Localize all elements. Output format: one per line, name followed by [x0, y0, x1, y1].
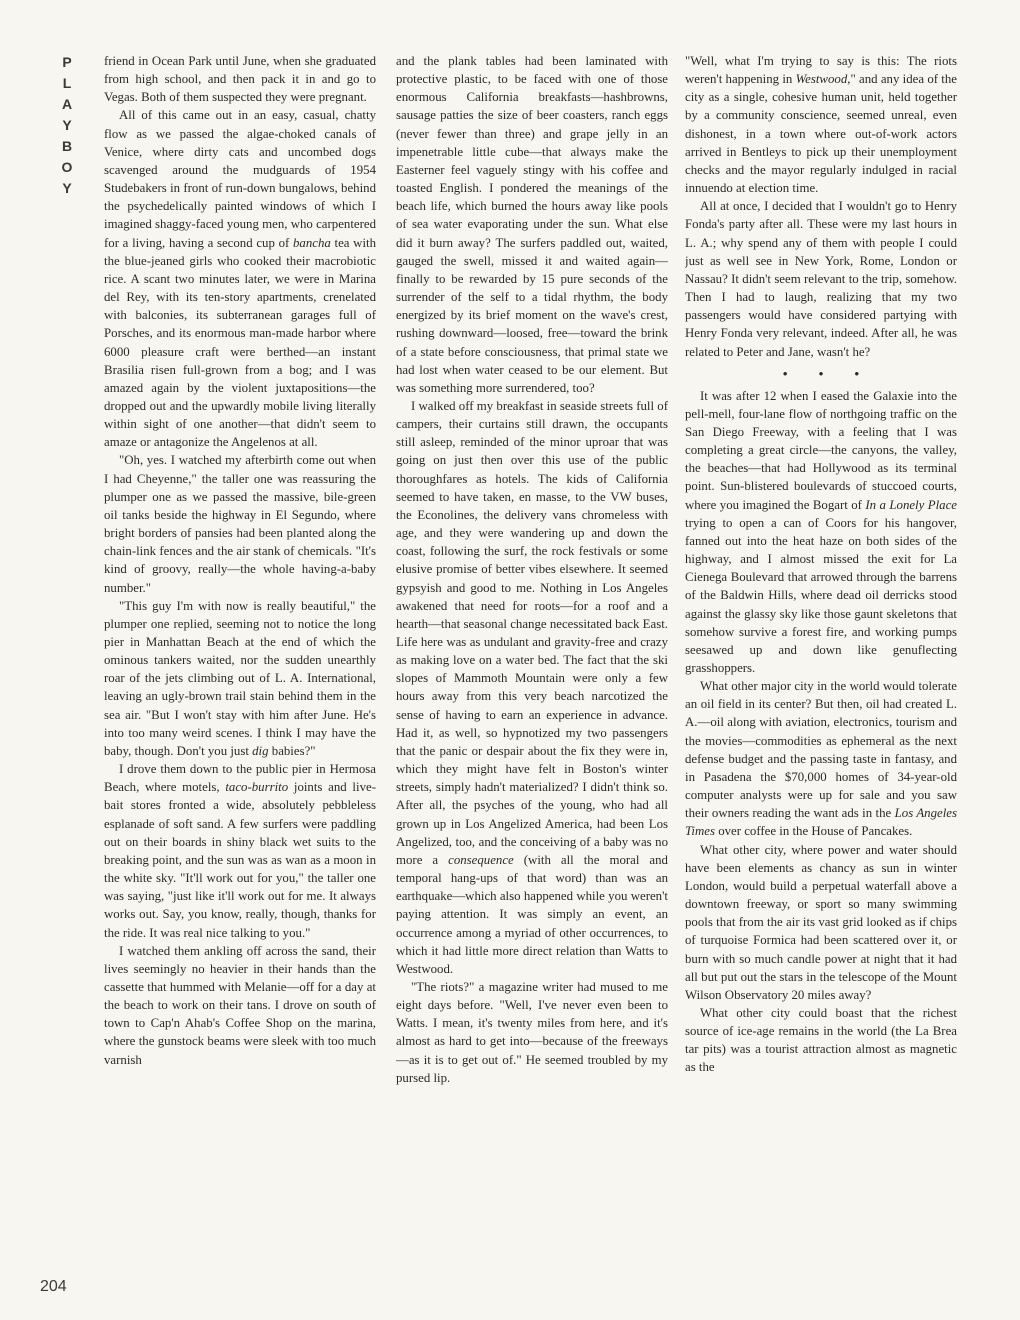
italic-title: Los Angeles Times	[685, 806, 957, 839]
italic-term: dig	[252, 743, 269, 758]
paragraph: What other city, where power and water should have been elements as chancy as sun in winter London, would build a perpetual waterfall above a downtown freeway, or sport so many swimming pools that from the air its vast grid looked as if chips of turquoise Formica had been scattered over it, or burn with so much candle power at night that it had all but put out the stars in the telescope of the Mount Wilson Observatory 20 miles away?	[685, 842, 957, 1002]
masthead-letter: B	[61, 138, 73, 154]
paragraph: I watched them ankling off across the sand, their lives seemingly no heavier in their hands than the cassette that hummed with Melanie—off for a day at the beach to work on their tans. I drove on south of town to Cap'n Ahab's Coffee Shop on the marina, where the gunstock beams were sleek with too much varnish	[104, 943, 376, 1067]
masthead-letter: A	[61, 96, 73, 112]
text-column-1	[104, 52, 376, 1288]
paragraph: "The riots?" a magazine writer had mused to me eight days before. "Well, I've never even been to Watts. I mean, it's twenty miles from here, and it's almost as hard to get into—because of the freeways—as it is to get out of." He seemed troubled by my pursed lip.	[396, 979, 668, 1085]
paragraph: I walked off my breakfast in seaside streets full of campers, their curtains still drawn, the occupants still asleep, reminded of the minor uproar that was going on just then over this use of the public thoroughfares as hotels. The kids of California seemed to have taken, en masse, to the VW buses, the Econolines, the delivery vans chromeless with age, and they were wandering up and down the coast, following the surf, the rock festivals or some elusive promise of better vibes elsewhere. It seemed gypsyish and good to me. Nothing in Los Angeles awakened that need for roots—for a roof and a hearth—that seasonal change necessitated back East. Life here was as undulant and gravity-free and crazy as making love on a water bed. The fact that the ski slopes of Mammoth Mountain were only a few hours away from this very beach narcotized the sense of having to earn an experience in advance. Had it, as well, so hypnotized my two passengers that the panic or despair about the fix they were in, which they might have felt in Boston's winter streets, simply hadn't materialized? I didn't think so. After all, the psyches of the young, who had all grown up in Los Angelized America, had been Los Angelized, too, and the conceiving of a baby was no more a consequence (with all the moral and temporal hang-ups of that word) than was an earthquake—which also happened while you weren't paying attention. It was simply an event, an occurrence among a myriad of other occurrences, to which it had little more direct relation than Watts to Westwood.	[396, 398, 668, 976]
italic-term: taco-burrito	[225, 780, 289, 795]
magazine-masthead	[56, 52, 78, 199]
paragraph: What other city could boast that the richest source of ice-age remains in the world (the La Brea tar pits) was a tourist attraction almost as magnetic as the	[685, 1005, 957, 1075]
italic-term: bancha	[292, 235, 331, 250]
paragraph: All of this came out in an easy, casual, chatty flow as we passed the algae-choked canals of Venice, where dirty cats and uncombed dogs scavenged around the mudguards of 1954 Studebakers in front of run-down bungalows, behind the psychedelically painted windows of which I imagined shaggy-faced young men, who carpentered for a living, having a second cup of bancha tea with the blue-jeaned girls who cooked their macrobiotic rice. A scant two minutes later, we were in Marina del Rey, with its ten-story apartments, crenelated with balconies, its subterranean garages full of Porsches, and its enormous man-made harbor where 6000 pleasure craft were berthed—an instant Brasilia risen full-grown from a bog; and I was amazed again by the violent juxtapositions—the dropped out and the upwardly mobile living literally within sight of one another—that didn't seem to amaze or antagonize the Angelenos at all.	[104, 108, 376, 450]
masthead-letter: Y	[62, 180, 72, 196]
paragraph: I drove them down to the public pier in Hermosa Beach, where motels, taco-burrito joints and live-bait stores fronted a wide, absolutely pebbleless esplanade of soft sand. A few surfers were paddling out on their boards in shiny black wet suits to the breaking point, and the sun was as wan as a moon in the white sky. "It'll work out for you," the taller one was saying, "just like it'll work out for me. It always works out. Say, you know, really, though, thanks for the ride. It was real nice talking to you."	[104, 762, 376, 940]
text-column-3	[685, 52, 957, 1288]
masthead-letter: L	[62, 75, 72, 91]
paragraph: and the plank tables had been laminated with protective plastic, to be faced with one of those enormous California breakfasts—hashbrowns, sausage patties the size of beer coasters, ranch eggs (never fewer than three) and grape jelly in an impenetrable little cube—that always make the Easterner feel vaguely stingy with his coffee and toasted English. I pondered the meanings of the beach life, which burned the hours away like pools of sea water evaporating under the sun. What else did it burn away? The surfers paddled out, waited, gauged the swell, missed it and waited again—finally to be rewarded by 15 pure seconds of the surrender of the self to a tidal rhythm, the body energized by its brief moment on the wave's crest, rushing downward—loosed, free—toward the brink of a state before consciousness, that primal state we had lost when water ceased to be our element. But was something more surrendered, too?	[396, 54, 668, 395]
paragraph: "Well, what I'm trying to say is this: The riots weren't happening in Westwood," and any idea of the city as a single, cohesive human unit, held together by a community conscience, seemed unreal, even dishonest, in a town where out-of-work actors arrived in Bentleys to pick up their unemployment checks and the mayor regularly indulged in racial innuendo at election time.	[685, 54, 957, 196]
text-column-2	[396, 52, 668, 1288]
page-number: 204	[40, 1278, 67, 1295]
section-break: • • •	[782, 365, 874, 381]
italic-title: In a Lonely Place	[865, 497, 957, 512]
italic-term: Westwood	[795, 72, 848, 87]
masthead-letter: Y	[62, 117, 72, 133]
paragraph: "This guy I'm with now is really beautiful," the plumper one replied, seeming not to notice the long pier in Manhattan Beach at the end of which the ominous tankers waited, nor the sudden unearthly roar of the jets climbing out of L. A. International, leaving an ugly-brown trail stain behind them in the sea air. "But I won't stay with him after June. He's into too many weird scenes. I think I may have the baby, though. Don't you just dig babies?"	[104, 598, 376, 758]
italic-term: consequence	[448, 852, 514, 867]
masthead-letter: O	[61, 159, 73, 175]
paragraph: What other major city in the world would tolerate an oil field in its center? But then, oil had created L. A.—oil along with aviation, electronics, tourism and the movies—commodities as ephemeral as the next defense budget and the passing taste in fantasy, and in Pasadena the $70,000 homes of 34-year-old computer analysts were up for sale and you saw their owners reading the want ads in the Los Angeles Times over coffee in the House of Pancakes.	[685, 679, 957, 839]
paragraph: It was after 12 when I eased the Galaxie into the pell-mell, four-lane flow of northgoing traffic on the San Diego Freeway, with a feeling that I was completing a great circle—the canyons, the valley, the beaches—that had Hollywood as its terminal point. Sun-blistered boulevards of stuccoed courts, where you imagined the Bogart of In a Lonely Place trying to open a can of Coors for his hangover, fanned out into the heat haze on both sides of the highway, and I almost missed the exit for La Cienega Boulevard that arrowed through the barrens of the Baldwin Hills, where dead oil derricks stood against the glassy sky like those gaunt skeletons that somehow survive a forest fire, and working pumps seesawed up and down like genuflecting grasshoppers.	[685, 388, 957, 675]
masthead-letter: P	[62, 54, 72, 70]
paragraph: friend in Ocean Park until June, when she graduated from high school, and then pack it in and go to Vegas. Both of them suspected they were pregnant.	[104, 54, 376, 105]
paragraph: "Oh, yes. I watched my afterbirth come out when I had Cheyenne," the taller one was reassuring the plumper one as we passed the massive, bile-green oil tanks beside the highway in El Segundo, where bright borders of pansies had been planted along the chain-link fences and the air stank of chemicals. "It's kind of groovy, really—the whole having-a-baby number."	[104, 453, 376, 595]
paragraph: All at once, I decided that I wouldn't go to Henry Fonda's party after all. These were my last hours in L. A.; why spend any of them with people I could just as well see in New York, Rome, London or Nassau? It didn't seem relevant to the trip, somehow. Then I had to laugh, realizing that my two passengers would have considered partying with Henry Fonda very relevant, indeed. After all, he was related to Peter and Jane, wasn't he?	[685, 199, 957, 359]
